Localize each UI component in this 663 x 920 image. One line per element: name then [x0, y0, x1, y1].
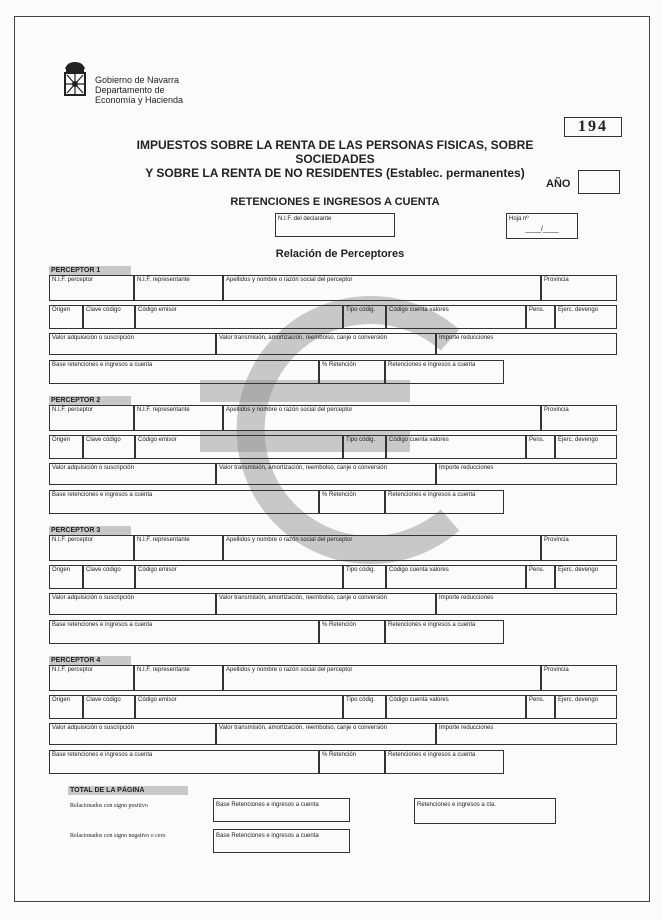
tipo-codigo-field[interactable] — [343, 305, 386, 329]
valor-transmision-field[interactable] — [216, 593, 436, 615]
ejercicio-field[interactable] — [555, 695, 617, 719]
codigo-cuenta-field[interactable] — [386, 305, 526, 329]
field-label: Origen — [52, 437, 71, 443]
form-title — [100, 138, 570, 180]
field-label: Código cuenta valores — [389, 567, 449, 573]
perceptor-tag: PERCEPTOR 4 — [49, 656, 131, 665]
field-label: N.I.F. perceptor — [52, 537, 94, 543]
field-label: Código emisor — [138, 437, 177, 443]
importe-reducciones-field[interactable] — [436, 333, 617, 355]
field-label: Tipo códig. — [346, 307, 376, 313]
field-label: Valor adquisición o suscripción — [52, 465, 134, 471]
tipo-codigo-field[interactable] — [343, 565, 386, 589]
field-label: Retenciones e ingresos a cta. — [417, 802, 497, 808]
field-label: N.I.F. representante — [137, 537, 190, 543]
porcentaje-retencion-field[interactable] — [319, 620, 385, 644]
field-label: N.I.F. perceptor — [52, 667, 94, 673]
org-line-2: Departamento de — [95, 85, 165, 95]
field-label: Apellidos y nombre o razón social del perceptor — [226, 667, 353, 673]
form-subtitle: RETENCIONES E INGRESOS A CUENTA — [230, 196, 440, 208]
nif-representante-field[interactable] — [134, 405, 223, 431]
tipo-codigo-field[interactable] — [343, 435, 386, 459]
valor-adquisicion-field[interactable] — [49, 593, 216, 615]
ejercicio-field[interactable] — [555, 565, 617, 589]
field-label: Valor transmisión, amortización, reembolso, canje o conversión — [219, 595, 387, 601]
apellidos-field[interactable] — [223, 405, 541, 431]
apellidos-field[interactable] — [223, 275, 541, 301]
field-label: Tipo códig. — [346, 697, 376, 703]
field-label: Retenciones e ingresos a cuenta — [388, 752, 476, 758]
perceptor-block — [49, 396, 617, 516]
clave-codigo-field[interactable] — [83, 565, 135, 589]
year-label: AÑO — [546, 178, 571, 190]
clave-codigo-field[interactable] — [83, 695, 135, 719]
organization-name — [95, 75, 183, 105]
negative-sign-label: Relacionados con signo negativo o cero — [70, 833, 166, 839]
field-label: % Retención — [322, 492, 357, 498]
base-retenciones-field[interactable] — [49, 750, 319, 774]
importe-reducciones-field[interactable] — [436, 593, 617, 615]
pens-field[interactable] — [526, 565, 555, 589]
field-label: Ejerc. devengo — [558, 697, 599, 703]
field-label: Valor transmisión, amortización, reembolso, canje o conversión — [219, 725, 387, 731]
pens-field[interactable] — [526, 695, 555, 719]
apellidos-field[interactable] — [223, 665, 541, 691]
field-label: Base Retenciones e ingresos a cuenta — [216, 833, 319, 839]
field-label: % Retención — [322, 362, 357, 368]
field-label: N.I.F. representante — [137, 667, 190, 673]
perceptor-block — [49, 266, 617, 386]
ejercicio-field[interactable] — [555, 435, 617, 459]
title-line-2: Y SOBRE LA RENTA DE NO RESIDENTES (Establec. permanentes) — [145, 166, 525, 180]
valor-transmision-field[interactable] — [216, 723, 436, 745]
codigo-emisor-field[interactable] — [135, 565, 343, 589]
field-label: Provincia — [544, 667, 569, 673]
org-line-1: Gobierno de Navarra — [95, 75, 180, 85]
codigo-cuenta-field[interactable] — [386, 695, 526, 719]
field-label: Tipo códig. — [346, 567, 376, 573]
base-positive-field[interactable] — [213, 798, 350, 822]
field-label: Origen — [52, 567, 71, 573]
valor-adquisicion-field[interactable] — [49, 463, 216, 485]
field-label: Pens. — [529, 307, 545, 313]
pens-field[interactable] — [526, 435, 555, 459]
sheet-number-value: ____/____ — [525, 226, 559, 233]
field-label: Valor transmisión, amortización, reembolso, canje o conversión — [219, 335, 387, 341]
field-label: % Retención — [322, 752, 357, 758]
importe-reducciones-field[interactable] — [436, 723, 617, 745]
field-label: Código emisor — [138, 307, 177, 313]
field-label: Apellidos y nombre o razón social del perceptor — [226, 407, 353, 413]
field-label: Clave código — [86, 567, 121, 573]
provincia-field[interactable] — [541, 535, 617, 561]
field-label: Base retenciones e ingresos a cuenta — [52, 492, 153, 498]
ejercicio-field[interactable] — [555, 305, 617, 329]
clave-codigo-field[interactable] — [83, 435, 135, 459]
base-retenciones-field[interactable] — [49, 620, 319, 644]
field-label: Origen — [52, 307, 71, 313]
field-label: Importe reducciones — [439, 465, 494, 471]
perceptor-tag: PERCEPTOR 1 — [49, 266, 131, 275]
field-label: Apellidos y nombre o razón social del perceptor — [226, 537, 353, 543]
codigo-emisor-field[interactable] — [135, 695, 343, 719]
field-label: Provincia — [544, 407, 569, 413]
field-label: Retenciones e ingresos a cuenta — [388, 492, 476, 498]
nif-perceptor-field[interactable] — [49, 405, 134, 431]
provincia-field[interactable] — [541, 405, 617, 431]
field-label: Origen — [52, 697, 71, 703]
valor-transmision-field[interactable] — [216, 333, 436, 355]
field-label: Ejerc. devengo — [558, 437, 599, 443]
field-label: Clave código — [86, 437, 121, 443]
porcentaje-retencion-field[interactable] — [319, 490, 385, 514]
field-label: Ejerc. devengo — [558, 307, 599, 313]
retenciones-ingresos-field[interactable] — [385, 490, 504, 514]
importe-reducciones-field[interactable] — [436, 463, 617, 485]
year-field[interactable] — [578, 170, 620, 194]
porcentaje-retencion-field[interactable] — [319, 360, 385, 384]
perceptor-tag: PERCEPTOR 3 — [49, 526, 131, 535]
nif-perceptor-field[interactable] — [49, 275, 134, 301]
field-label: Clave código — [86, 307, 121, 313]
nif-representante-field[interactable] — [134, 665, 223, 691]
field-label: Código emisor — [138, 567, 177, 573]
perceptors-heading: Relación de Perceptores — [275, 248, 405, 260]
field-label: Tipo códig. — [346, 437, 376, 443]
title-line-1: IMPUESTOS SOBRE LA RENTA DE LAS PERSONAS FISICAS, SOBRE SOCIEDADES — [136, 138, 534, 166]
field-label: Retenciones e ingresos a cuenta — [388, 622, 476, 628]
perceptor-block — [49, 656, 617, 776]
sheet-number-field[interactable] — [506, 213, 578, 239]
field-label: Apellidos y nombre o razón social del perceptor — [226, 277, 353, 283]
field-label: Pens. — [529, 697, 545, 703]
field-label: Código cuenta valores — [389, 697, 449, 703]
field-label: Base retenciones e ingresos a cuenta — [52, 622, 153, 628]
field-label: Importe reducciones — [439, 335, 494, 341]
field-label: Importe reducciones — [439, 595, 494, 601]
valor-adquisicion-field[interactable] — [49, 723, 216, 745]
field-label: Base retenciones e ingresos a cuenta — [52, 752, 153, 758]
codigo-cuenta-field[interactable] — [386, 435, 526, 459]
origen-field[interactable] — [49, 435, 83, 459]
valor-adquisicion-field[interactable] — [49, 333, 216, 355]
navarra-coat-of-arms-logo — [62, 60, 88, 104]
origen-field[interactable] — [49, 565, 83, 589]
field-label: Base Retenciones e ingresos a cuenta — [216, 802, 319, 808]
field-label: Provincia — [544, 277, 569, 283]
apellidos-field[interactable] — [223, 535, 541, 561]
base-negative-field[interactable] — [213, 829, 350, 853]
base-retenciones-field[interactable] — [49, 490, 319, 514]
tipo-codigo-field[interactable] — [343, 695, 386, 719]
field-label: Pens. — [529, 567, 545, 573]
origen-field[interactable] — [49, 305, 83, 329]
codigo-emisor-field[interactable] — [135, 435, 343, 459]
codigo-emisor-field[interactable] — [135, 305, 343, 329]
field-label: Provincia — [544, 537, 569, 543]
perceptor-block — [49, 526, 617, 646]
field-label: Código cuenta valores — [389, 307, 449, 313]
total-page-heading: TOTAL DE LA PÁGINA — [68, 786, 188, 795]
provincia-field[interactable] — [541, 665, 617, 691]
field-label: Ejerc. devengo — [558, 567, 599, 573]
positive-sign-label: Relacionados con signo positivo — [70, 803, 148, 809]
nif-perceptor-field[interactable] — [49, 665, 134, 691]
provincia-field[interactable] — [541, 275, 617, 301]
perceptor-tag: PERCEPTOR 2 — [49, 396, 131, 405]
porcentaje-retencion-field[interactable] — [319, 750, 385, 774]
nif-representante-field[interactable] — [134, 275, 223, 301]
field-label: Código emisor — [138, 697, 177, 703]
field-label: Valor adquisición o suscripción — [52, 335, 134, 341]
field-label: N.I.F. perceptor — [52, 407, 94, 413]
nif-perceptor-field[interactable] — [49, 535, 134, 561]
field-label: Código cuenta valores — [389, 437, 449, 443]
field-label: Base retenciones e ingresos a cuenta — [52, 362, 153, 368]
nif-declarante-field[interactable] — [275, 213, 395, 237]
field-label: Pens. — [529, 437, 545, 443]
origen-field[interactable] — [49, 695, 83, 719]
field-label: Clave código — [86, 697, 121, 703]
field-label: N.I.F. representante — [137, 277, 190, 283]
base-retenciones-field[interactable] — [49, 360, 319, 384]
pens-field[interactable] — [526, 305, 555, 329]
codigo-cuenta-field[interactable] — [386, 565, 526, 589]
org-line-3: Economía y Hacienda — [95, 95, 184, 105]
retenciones-ingresos-field[interactable] — [385, 360, 504, 384]
retenciones-ingresos-field[interactable] — [385, 750, 504, 774]
field-label: Valor adquisición o suscripción — [52, 725, 134, 731]
sheet-number-label: Hoja nº — [509, 216, 529, 222]
field-label: Retenciones e ingresos a cuenta — [388, 362, 476, 368]
field-label: N.I.F. representante — [137, 407, 190, 413]
retenciones-ingresos-field[interactable] — [385, 620, 504, 644]
valor-transmision-field[interactable] — [216, 463, 436, 485]
nif-representante-field[interactable] — [134, 535, 223, 561]
form-number: 194 — [564, 117, 622, 137]
field-label: N.I.F. perceptor — [52, 277, 94, 283]
field-label: Valor transmisión, amortización, reembolso, canje o conversión — [219, 465, 387, 471]
field-label: Valor adquisición o suscripción — [52, 595, 134, 601]
retenciones-cta-field[interactable] — [414, 798, 556, 824]
field-label: % Retención — [322, 622, 357, 628]
nif-declarante-label: N.I.F. del declarante — [278, 216, 332, 222]
field-label: Importe reducciones — [439, 725, 494, 731]
clave-codigo-field[interactable] — [83, 305, 135, 329]
